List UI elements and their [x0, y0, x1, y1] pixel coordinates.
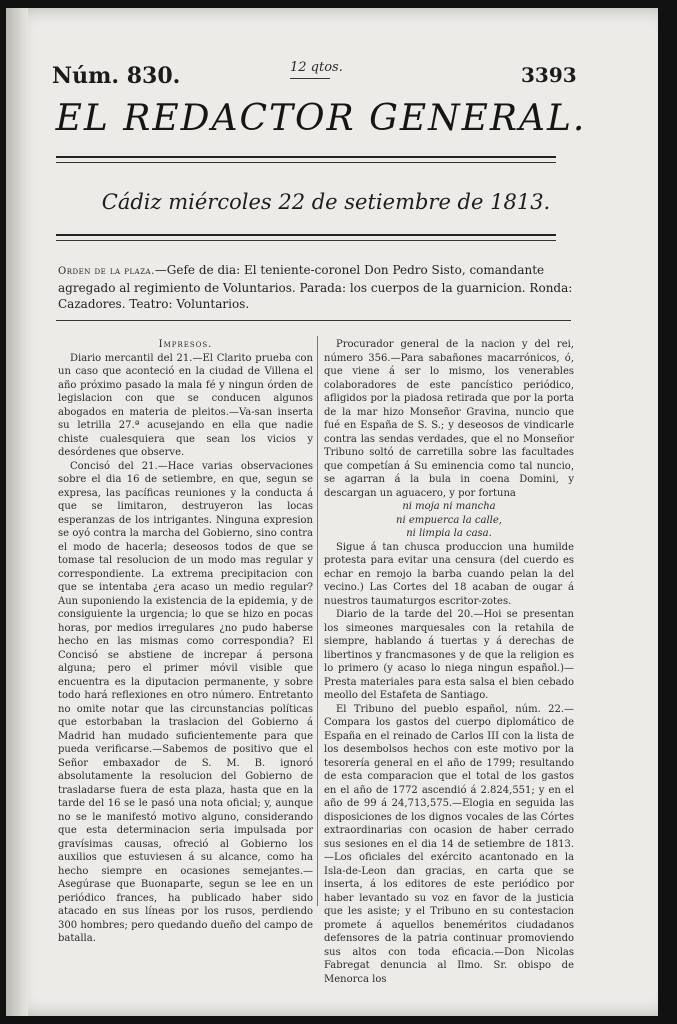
left-column — [58, 338, 313, 946]
verse-line: ni limpia la casa. — [406, 528, 492, 539]
date-rule-top — [56, 234, 556, 236]
article-paragraph: Diario mercantil del 21.—El Clarito prueba con un caso que aconteció en la ciudad de Villena el año próximo pasado la mala fé y ningun órden de legislacion con que se conducen algunos abogados en materia de pleitos.—Va-san inserta su letrilla 27.ª acusejando en ella que nadie chiste cualesquiera que sean los vicios y desórdenes que observe. — [58, 352, 313, 458]
title-rule-bottom — [56, 162, 556, 163]
title-rule-top — [56, 156, 556, 158]
date-rule-bottom — [56, 240, 556, 241]
price-note: 12 qtos. — [290, 60, 343, 75]
article-paragraph: Diario de la tarde del 20.—Hoi se presentan los simeones marquesales con la retahila de siempre, hablando á tuertas y á derechas de libertinos y francmasones y de que la religion es lo primero (y acaso lo niega ningun español.)—Presta materiales para esta salsa el bien cebado meollo del Estafeta de Santiago. — [324, 609, 574, 701]
article-paragraph: Procurador general de la nacion y del rei, número 356.—Para sabañones macarrónicos, ó, que viene á ser lo mismo, los venerables colaboradores de este pancístico periódico, afligidos por la piadosa retirada que por la porta de la mar hizo Monseñor Gravina, nuncio que fué en España de S. S.; y deseosos de vindicarle contra las sendas verdades, que el no Monseñor Tribuno soltó de carretilla sobre las facultades que competían á Su eminencia como tal nuncio, se agarran á la bula in coena Domini, y descargan un aguacero, y por fortuna — [324, 339, 574, 499]
issue-number: Núm. 830. — [52, 63, 181, 89]
right-column — [324, 338, 574, 986]
newspaper-page — [6, 8, 658, 1016]
price-underline — [290, 78, 330, 79]
verse-line: ni moja ni mancha — [402, 501, 496, 512]
orden-lead: Orden de la plaza. — [58, 266, 155, 277]
verse-line: ni empuerca la calle, — [396, 514, 502, 526]
orden-de-la-plaza — [58, 262, 573, 312]
article-paragraph: Concisó del 21.—Hace varias observaciones sobre el dia 16 de setiembre, en que, segun se expresa, las pacíficas reuniones y la conducta á que se limitaron, destruyeron las locas esperanzas de los intrigantes. Ninguna expresion se oyó contra la marcha del Gobierno, sino contra el modo de hacerla; deseosos todos de que se tomase tal resolucion de un modo mas regular y correspondiente. La extrema precipitacion con que se intentaba ¿era acaso un medio regular? Aun suponiendo la existencia de la epidemia, y de consiguiente la urgencia; lo que se hizo en pocas horas, por medios irregulares ¿no pudo haberse hecho en las mismas como correspondia? El Concisó se abstiene de increpar á persona alguna; pero el primer móvil visible que encuentra es la diputacion permanente, y sobre todo hará reflexiones en otro número. Entretanto no omite notar que las circunstancias políticas que estorbaban la traslacion del Gobierno á Madrid han mudado suficientemente para que pueda verificarse.—Sabemos de positivo que el Señor embaxador de S. M. B. ignoró absolutamente la resolucion del Gobierno de trasladarse fuera de esta plaza, hasta que en la tarde del 16 se le pasó una nota oficial; y, aunque no se le manifestó motivo alguno, considerando que esta determinacion seria impulsada por gravísimas causas, ofreció al Gobierno los auxilios que estuviesen á su alcance, como ha hecho siempre en ocasiones semejantes.—Asegúrase que Buonaparte, segun se lee en un periódico frances, ha publicado haber sido atacado en sus líneas por los rusos, perdiendo 300 hombres; pero quedando dueño del campo de batalla. — [58, 460, 313, 944]
newspaper-title: EL REDACTOR GENERAL. — [55, 98, 587, 139]
column-divider — [317, 336, 318, 906]
column-heading-impresos: Impresos. — [158, 339, 213, 350]
section-rule — [56, 320, 571, 321]
page-number: 3393 — [521, 63, 577, 87]
page-spine-shadow — [6, 8, 28, 1016]
orden-text: —Gefe de dia: El teniente-coronel Don Pedro Sisto, comandante agregado al regimiento de Voluntarios. Parada: los cuerpos de la guarnicion. Ronda: Cazadores. Teatro: Voluntarios. — [58, 263, 573, 311]
article-paragraph: Sigue á tan chusca produccion una humilde protesta para evitar una censura (del cuerdo es echar en remojo la barba cuando pelan la del vecino.) Las Cortes del 18 acaban de ougar á nuestros taumaturgos escritor-zotes. — [324, 541, 574, 607]
dateline: Cádiz miércoles 22 de setiembre de 1813. — [101, 190, 551, 214]
article-paragraph: El Tribuno del pueblo español, núm. 22.—Compara los gastos del cuerpo diplomático de España en el reinado de Carlos III con la lista de los desembolsos hechos con este motivo por la tesorería general en el año de 1799; resultando de esta comparacion que el total de los gastos en el año de 1772 ascendió á 2.824,551; y en el año de 99 á 24,713,575.—Elogia en seguida las disposiciones de los dignos vocales de las Córtes extraordinarias con ocasion de haber cerrado sus sesiones en el dia 14 de setiembre de 1813.—Los oficiales del exército acantonado en la Isla-de-Leon dan gracias, en carta que se inserta, á los editores de este periódico por haber levantado su voz en favor de la justicia que les asiste; y el Tribuno en su contestacion promete á aquellos beneméritos ciudadanos defensores de la patria continuar promoviendo sus altos con toda eficacia.—Don Nicolas Fabregat denuncia al Ilmo. Sr. obispo de Menorca los — [324, 703, 574, 985]
